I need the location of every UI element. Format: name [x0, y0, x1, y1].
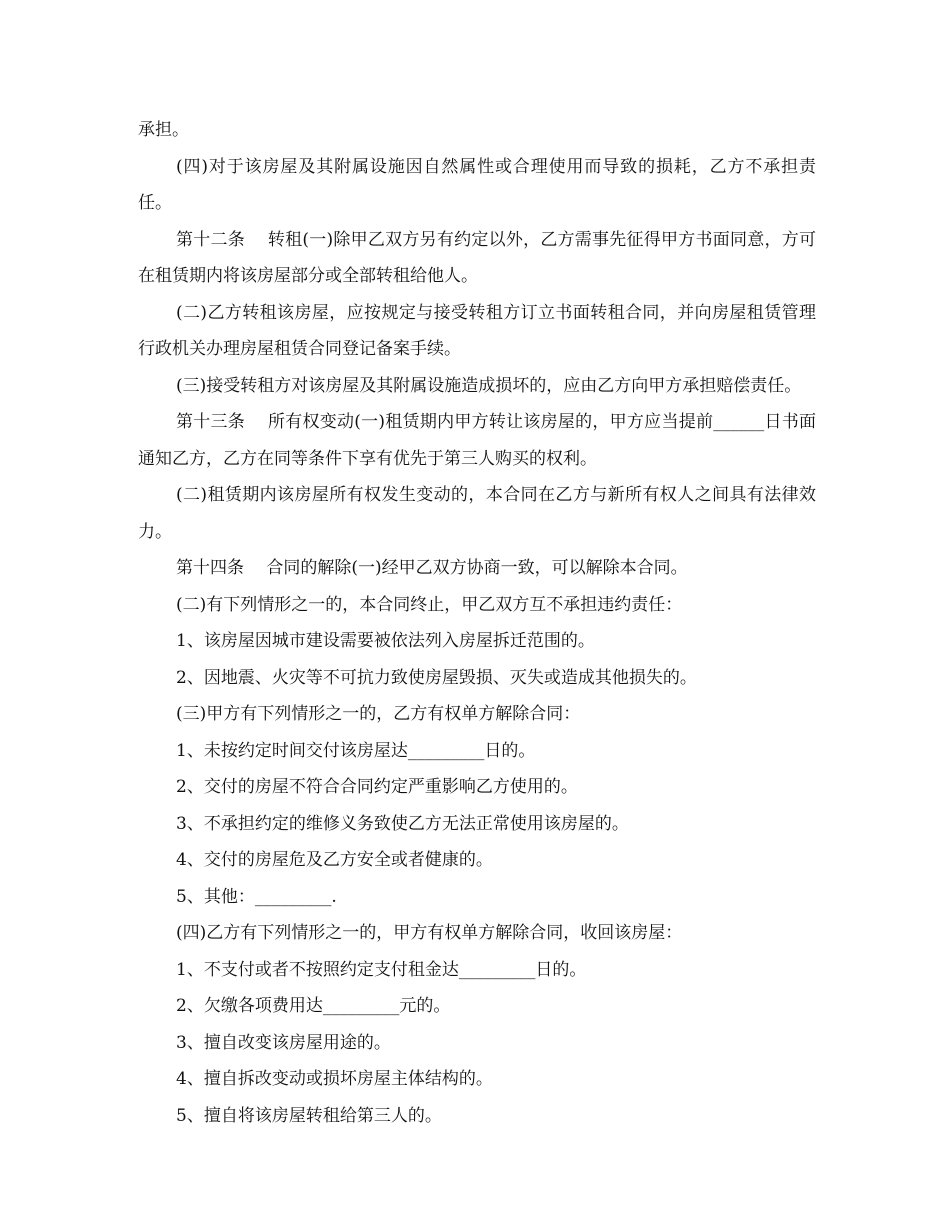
paragraph-15: 4、交付的房屋危及乙方安全或者健康的。 — [176, 850, 493, 870]
paragraph-22: 5、擅自将该房屋转租给第三人的。 — [176, 1105, 442, 1126]
paragraph-3: (二)乙方转租该房屋，应按规定与接受转租方订立书面转租合同，并向房屋租赁管理行政机关办理房屋租赁合同登记备案手续。 — [138, 302, 816, 359]
paragraph-20: 3、擅自改变该房屋用途的。 — [176, 1032, 391, 1053]
paragraph-17: (四)乙方有下列情形之一的，甲方有权单方解除合同，收回该房屋： — [176, 923, 683, 943]
paragraph-13: 2、交付的房屋不符合合同约定严重影响乙方使用的。 — [176, 777, 578, 797]
paragraph-4: (三)接受转租方对该房屋及其附属设施造成损坏的，应由乙方向甲方承担赔偿责任。 — [176, 375, 802, 396]
paragraph-0: 承担。 — [138, 120, 189, 140]
paragraph-5: 第十三条 所有权变动(一)租赁期内甲方转让该房屋的，甲方应当提前______日书面通知乙方，乙方在同等条件下享有优先于第三人购买的权利。 — [138, 412, 816, 469]
paragraph-8: (二)有下列情形之一的，本合同终止，甲乙双方互不承担违约责任： — [176, 594, 683, 615]
paragraph-1: (四)对于该房屋及其附属设施因自然属性或合理使用而导致的损耗，乙方不承担责任。 — [138, 156, 816, 213]
paragraph-2: 第十二条 转租(一)除甲乙双方另有约定以外，乙方需事先征得甲方书面同意，方可在租赁期内将该房屋部分或全部转租给他人。 — [138, 229, 816, 286]
paragraph-7: 第十四条 合同的解除(一)经甲乙双方协商一致，可以解除本合同。 — [176, 558, 688, 578]
paragraph-14: 3、不承担约定的维修义务致使乙方无法正常使用该房屋的。 — [176, 813, 629, 834]
paragraph-10: 2、因地震、火灾等不可抗力致使房屋毁损、灭失或造成其他损失的。 — [176, 667, 697, 688]
paragraph-6: (二)租赁期内该房屋所有权发生变动的，本合同在乙方与新所有权人之间具有法律效力。 — [138, 485, 816, 542]
paragraph-9: 1、该房屋因城市建设需要被依法列入房屋拆迁范围的。 — [176, 631, 595, 651]
paragraph-18: 1、不支付或者不按照约定支付租金达_________日的。 — [176, 959, 587, 980]
paragraph-12: 1、未按约定时间交付该房屋达_________日的。 — [176, 740, 536, 761]
paragraph-16: 5、其他：_________. — [176, 886, 337, 907]
paragraph-19: 2、欠缴各项费用达_________元的。 — [176, 996, 451, 1016]
paragraph-21: 4、擅自拆改变动或损坏房屋主体结构的。 — [176, 1069, 493, 1089]
document-body — [138, 112, 816, 1134]
paragraph-11: (三)甲方有下列情形之一的，乙方有权单方解除合同： — [176, 704, 581, 724]
